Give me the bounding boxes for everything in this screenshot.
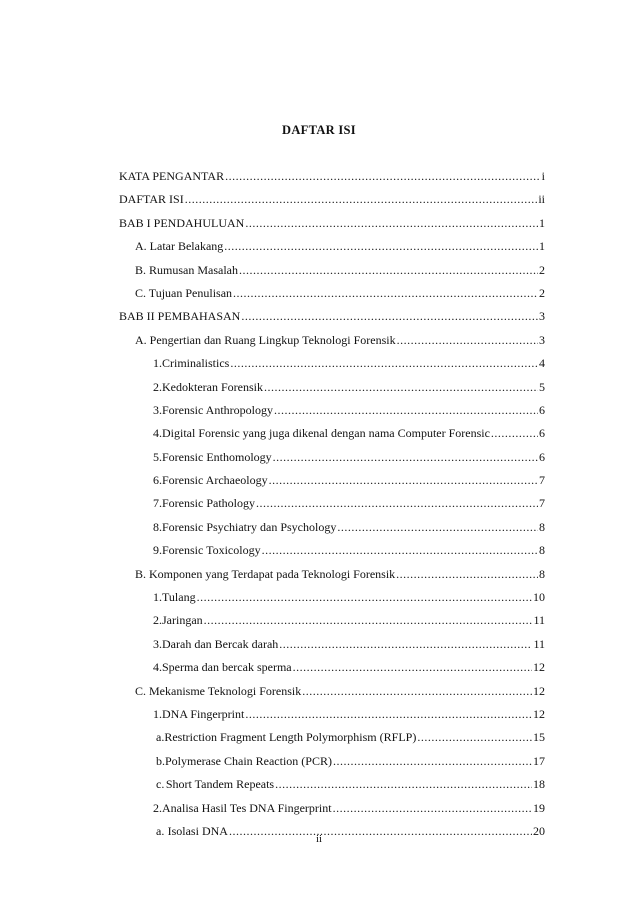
toc-entry-page: 2 [539, 285, 545, 300]
toc-entry-label: C. Mekanisme Teknologi Forensik [135, 683, 302, 698]
toc-entry-label: Jaringan [162, 613, 203, 628]
toc-entry-page: 19 [533, 800, 545, 815]
toc-entry-page: 20 [533, 823, 545, 838]
toc-entry-label: B. Komponen yang Terdapat pada Teknologi Forensik [135, 566, 396, 581]
toc-entry-page: 10 [533, 590, 545, 605]
dot-leader [241, 309, 538, 324]
toc-entry [119, 403, 545, 426]
toc-entry [119, 356, 545, 379]
toc-entry-label: Tulang [162, 590, 196, 605]
toc-entry-label: DNA Fingerprint [162, 706, 245, 721]
toc-entry [119, 754, 545, 777]
toc-entry-number: 4. [153, 426, 162, 441]
dot-leader [256, 496, 538, 511]
page-title: DAFTAR ISI [282, 123, 356, 137]
dot-leader [269, 473, 538, 488]
dot-leader [230, 356, 538, 371]
dot-leader [204, 613, 533, 628]
toc-entry [119, 590, 545, 613]
toc-entry-page: 17 [533, 753, 545, 768]
toc-entry-page: 8 [539, 519, 545, 534]
toc-entry-number: 7. [153, 496, 162, 511]
toc-entry-page: 12 [533, 683, 545, 698]
toc-entry-label: Polymerase Chain Reaction (PCR) [165, 753, 332, 768]
toc-entry-label: Forensic Pathology [162, 496, 255, 511]
toc-entry-label: Forensic Toxicology [162, 543, 261, 558]
toc-entry-label: Digital Forensic yang juga dikenal dengan nama Computer Forensic [162, 426, 490, 441]
toc-entry-page: 3 [539, 332, 545, 347]
toc-entry [119, 801, 545, 824]
toc-entry-label: Forensic Enthomology [162, 449, 272, 464]
toc-entry [119, 169, 545, 192]
toc-entry-page: ii [538, 192, 545, 207]
toc-entry [119, 239, 545, 262]
toc-entry-page: 6 [539, 402, 545, 417]
dot-leader [337, 520, 538, 535]
toc-entry [119, 380, 545, 403]
toc-entry-label: C. Tujuan Penulisan [135, 285, 233, 300]
dot-leader [233, 286, 538, 301]
toc-entry-number: 1. [153, 356, 162, 371]
dot-leader [224, 239, 538, 254]
toc-entry-number: c. [156, 777, 165, 792]
toc-entry-label: BAB I PENDAHULUAN [119, 215, 245, 230]
toc-entry [119, 707, 545, 730]
table-of-contents [119, 169, 545, 847]
toc-entry-number: a. [156, 823, 165, 838]
toc-entry-page: 1 [539, 239, 545, 254]
dot-leader [396, 567, 538, 582]
dot-leader [197, 590, 532, 605]
dot-leader [245, 216, 538, 231]
toc-entry-label: Analisa Hasil Tes DNA Fingerprint [162, 800, 332, 815]
toc-entry-label: Short Tandem Repeats [165, 777, 275, 792]
toc-entry [119, 567, 545, 590]
toc-entry-label: KATA PENGANTAR [119, 169, 225, 183]
toc-entry [119, 637, 545, 660]
toc-entry-label: Sperma dan bercak sperma [162, 660, 292, 675]
toc-entry [119, 216, 545, 239]
toc-entry-label: DAFTAR ISI [119, 192, 184, 207]
toc-entry-page: 1 [539, 215, 545, 230]
dot-leader [275, 777, 532, 792]
toc-entry-page: i [541, 169, 545, 183]
toc-entry [119, 496, 545, 519]
dot-leader [273, 450, 538, 465]
dot-leader [397, 333, 538, 348]
toc-entry-label: Kedokteran Forensik [162, 379, 263, 394]
toc-entry [119, 426, 545, 449]
toc-entry-label: B. Rumusan Masalah [135, 262, 238, 277]
dot-leader [239, 263, 538, 278]
toc-entry-page: 2 [539, 262, 545, 277]
toc-entry-page: 11 [533, 636, 545, 651]
toc-entry-page: 4 [539, 356, 545, 371]
toc-entry-page: 12 [533, 660, 545, 675]
toc-entry [119, 777, 545, 800]
toc-entry [119, 660, 545, 683]
toc-entry [119, 192, 545, 215]
toc-entry-number: 9. [153, 543, 162, 558]
toc-entry [119, 473, 545, 496]
toc-entry-label: Criminalistics [162, 356, 230, 371]
toc-entry-number: 8. [153, 519, 162, 534]
page-number: ii [315, 833, 323, 845]
toc-entry [119, 286, 545, 309]
toc-entry-label: A. Latar Belakang [135, 239, 224, 254]
toc-entry-number: 6. [153, 473, 162, 488]
toc-entry-number: 1. [153, 590, 162, 605]
toc-entry [119, 684, 545, 707]
dot-leader [333, 801, 532, 816]
toc-entry-page: 7 [539, 473, 545, 488]
toc-entry-page: 12 [533, 706, 545, 721]
dot-leader [262, 543, 538, 558]
toc-entry [119, 730, 545, 753]
toc-entry-page: 11 [533, 613, 545, 628]
toc-entry-number: b. [156, 753, 165, 768]
dot-leader [245, 707, 532, 722]
dot-leader [225, 169, 541, 184]
toc-entry-number: 2. [153, 379, 162, 394]
toc-entry-page: 3 [539, 309, 545, 324]
toc-entry-label: Forensic Anthropology [162, 402, 273, 417]
toc-entry-page: 15 [533, 730, 545, 745]
toc-entry-label: BAB II PEMBAHASAN [119, 309, 241, 324]
toc-entry-label: Darah dan Bercak darah [162, 636, 279, 651]
dot-leader [333, 754, 532, 769]
toc-entry-number: 2. [153, 800, 162, 815]
toc-entry-label: Forensic Archaeology [162, 473, 268, 488]
toc-entry-page: 5 [539, 379, 545, 394]
toc-entry-number: 3. [153, 636, 162, 651]
toc-entry [119, 613, 545, 636]
dot-leader [279, 637, 532, 652]
toc-entry [119, 543, 545, 566]
dot-leader [417, 730, 532, 745]
toc-entry-number: 5. [153, 449, 162, 464]
toc-entry-label: Forensic Psychiatry dan Psychology [162, 519, 337, 534]
toc-entry-page: 7 [539, 496, 545, 511]
dot-leader [491, 426, 538, 441]
dot-leader [264, 380, 538, 395]
toc-entry-page: 6 [539, 426, 545, 441]
toc-entry-number: a. [156, 730, 165, 745]
toc-entry-label: Isolasi DNA [167, 823, 228, 838]
toc-entry-label: A. Pengertian dan Ruang Lingkup Teknologi Forensik [135, 332, 396, 347]
toc-entry [119, 333, 545, 356]
toc-entry-page: 18 [533, 777, 545, 792]
dot-leader [302, 684, 532, 699]
toc-entry-page: 8 [539, 566, 545, 581]
toc-entry [119, 263, 545, 286]
toc-entry [119, 520, 545, 543]
toc-entry-page: 6 [539, 449, 545, 464]
toc-entry [119, 450, 545, 473]
toc-entry-number: 4. [153, 660, 162, 675]
dot-leader [293, 660, 532, 675]
dot-leader [185, 192, 538, 207]
toc-entry [119, 309, 545, 332]
toc-entry-number: 2. [153, 613, 162, 628]
toc-entry-label: Restriction Fragment Length Polymorphism (RFLP) [164, 730, 417, 745]
dot-leader [274, 403, 538, 418]
toc-entry-number: 1. [153, 706, 162, 721]
toc-entry-number: 3. [153, 402, 162, 417]
toc-entry-page: 8 [539, 543, 545, 558]
